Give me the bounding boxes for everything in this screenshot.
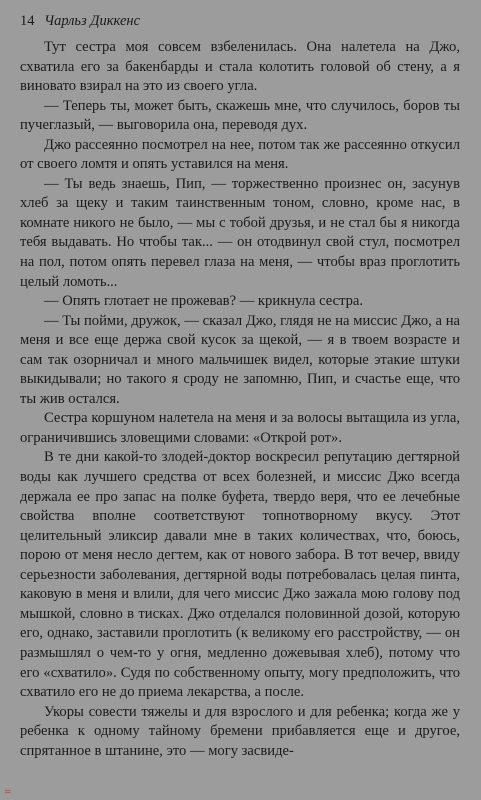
page-header	[20, 12, 140, 30]
paragraph: — Ты ведь знаешь, Пип, — торжественно произнес он, засунув хлеб за щеку и таким таинственным тоном, словно, кроме нас, в комнате никого не было, — мы с тобой друзья, и не стал бы я никогда тебя выдавать. Но чтобы так... — он отодвинул свой стул, посмотрел на пол, потом опять перевел глаза на меня, — чтобы враз проглотить целый ломоть...	[20, 175, 460, 290]
paragraph: Тут сестра моя совсем взбеленилась. Она налетела на Джо, схватила его за бакенбарды и стала колотить головой об стену, а я виновато взирал на это из своего угла.	[20, 39, 460, 95]
running-title: Чарльз Диккенс	[44, 13, 141, 29]
paragraph: В те дни какой-то злодей-доктор воскресил репутацию дегтярной воды как лучшего средства от всех болезней, и миссис Джо всегда держала ее про запас на полке буфета, твердо веря, что ее лечебные свойства вполне соответствуют топнотворному вкусу. Этот целительный эликсир давали мне в таких количествах, что, боюсь, порою от меня несло дегтем, как от нового забора. В тот вечер, ввиду серьезности заболевания, дегтярной воды потребовалась целая пинта, каковую в меня и влили, для чего миссис Джо зажала мою голову под мышкой, словно в тисках. Джо отделался половинной дозой, которую его, однако, заставили проглотить (к великому его расстройству, — он размышлял о чем-то у огня, медленно дожевывая хлеб), потому что его «схватило». Судя по собственному опыту, могу предположить, что схватило его не до приема лекарства, а после.	[20, 449, 460, 701]
paragraph: Укоры совести тяжелы и для взрослого и для ребенка; когда же у ребенка к одному тайному бремени прибавляется еще и другое, спрятанное в штанине, это — могу засвиде-	[20, 703, 460, 759]
paragraph: — Теперь ты, может быть, скажешь мне, что случилось, боров ты пучеглазый, — выговорила она, переводя дух.	[20, 97, 460, 134]
paragraph: Джо рассеянно посмотрел на нее, потом так же рассеянно откусил от своего ломтя и опять уставился на меня.	[20, 136, 460, 173]
paragraph: Сестра коршуном налетела на меня и за волосы вытащила из угла, ограничившись зловещими словами: «Открой рот».	[20, 410, 460, 446]
corner-mark: =	[4, 787, 12, 797]
page-number: 14	[20, 13, 35, 29]
paragraph: — Опять глотает не прожевав? — крикнула сестра.	[44, 293, 364, 310]
body-text	[20, 38, 460, 761]
paragraph: — Ты пойми, дружок, — сказал Джо, глядя не на миссис Джо, а на меня и все еще держа свой кусок за щекой, — я в твоем возрасте и сам так озорничал и много мальчишек видел, которые этакие штуки выкидывали; но такого я сроду не запомню, Пип, и счастье еще, что ты жив остался.	[20, 312, 460, 407]
